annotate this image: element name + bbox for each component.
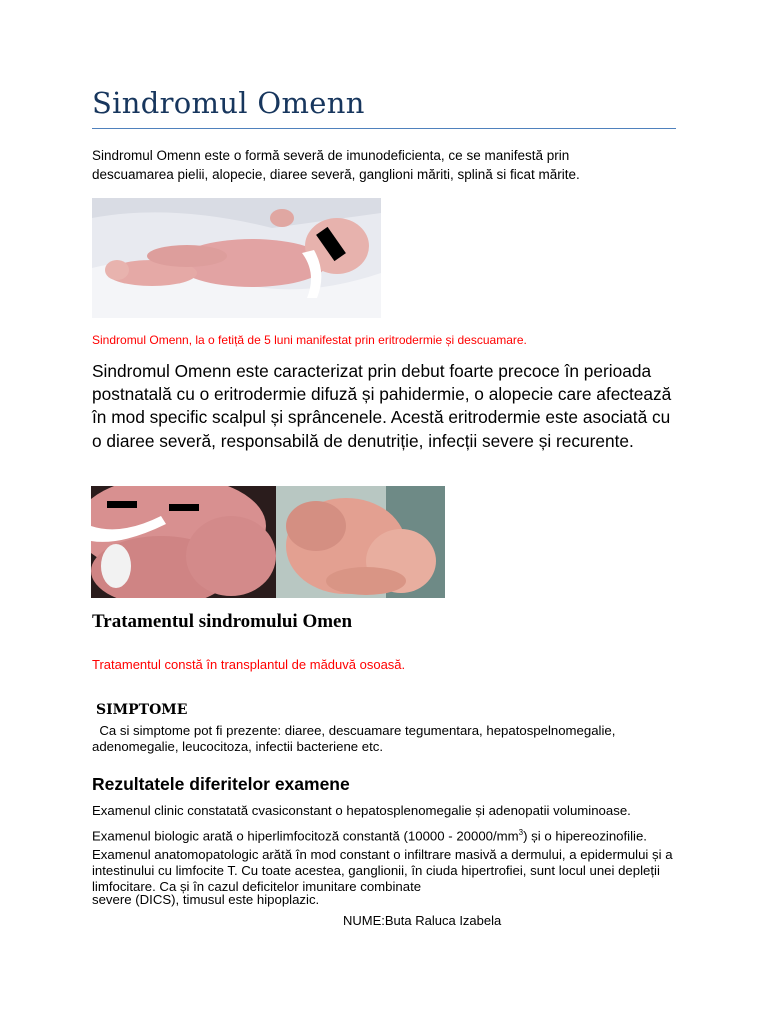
main-paragraph: Sindromul Omenn este caracterizat prin debut foarte precoce în perioada postnatală cu o eritrodermie difuză și pahidermie, o alopecie care afectează în mod specific scalpul și sprâncenele. Acestă eritrodermie este asociată cu o diaree severă, responsabilă de denutriție, infecții severe și recurente. [92,361,672,451]
infant-photo-2 [91,486,276,598]
page-title: Sindromul Omenn [92,86,365,120]
symptoms-text: Ca si simptome pot fi prezente: diaree, descuamare tegumentara, hepatospelnomegalie, adenomegalie, leucocitoza, infectii bacteriene etc. [92,723,616,754]
infant-photo-3 [276,486,445,598]
exam-biologic-superscript: 3 [518,828,524,837]
symptoms-paragraph [92,723,652,755]
treatment-text: Tratamentul constă în transplantul de măduvă osoasă. [92,657,406,672]
exam-biologic [92,825,692,844]
author-signature: NUME:Buta Raluca Izabela [343,913,502,928]
treatment-heading: Tratamentul sindromului Omen [92,611,353,632]
exam-anatomopatologic-end: severe (DICS), timusul este hipoplazic. [92,892,320,907]
symptoms-heading: SIMPTOME [96,702,188,718]
photo-caption: Sindromul Omenn, la o fetiță de 5 luni manifestat prin eritrodermie și descuamare. [92,333,527,347]
intro-paragraph: Sindromul Omenn este o formă severă de imunodeficienta, ce se manifestă prin descuamarea pielii, alopecie, diaree severă, ganglioni măriti, splină si ficat mărite. [92,148,580,182]
results-heading: Rezultatele diferitelor examene [92,774,350,794]
title-underline [92,128,676,129]
infant-photo-1 [92,198,381,318]
exam-biologic-text: Examenul biologic arată o hiperlimfocitoză constantă (10000 - 20000/mm [92,828,519,844]
exam-biologic-text-end: ) și o hipereozinofilie. [523,828,647,844]
exam-clinic: Examenul clinic constatată cvasiconstant o hepatosplenomegalie și adenopatii voluminoase. [92,803,631,818]
exam-anatomopatologic: Examenul anatomopatologic arătă în mod constant o infiltrare masivă a dermului, a epidermului și a intestinului cu limfocite T. Cu toate acestea, ganglionii, în ciuda hipertrofiei, sunt locul unei depleții limfocitare. Ca și în cazul deficitelor imunitare combinate [92,847,673,894]
